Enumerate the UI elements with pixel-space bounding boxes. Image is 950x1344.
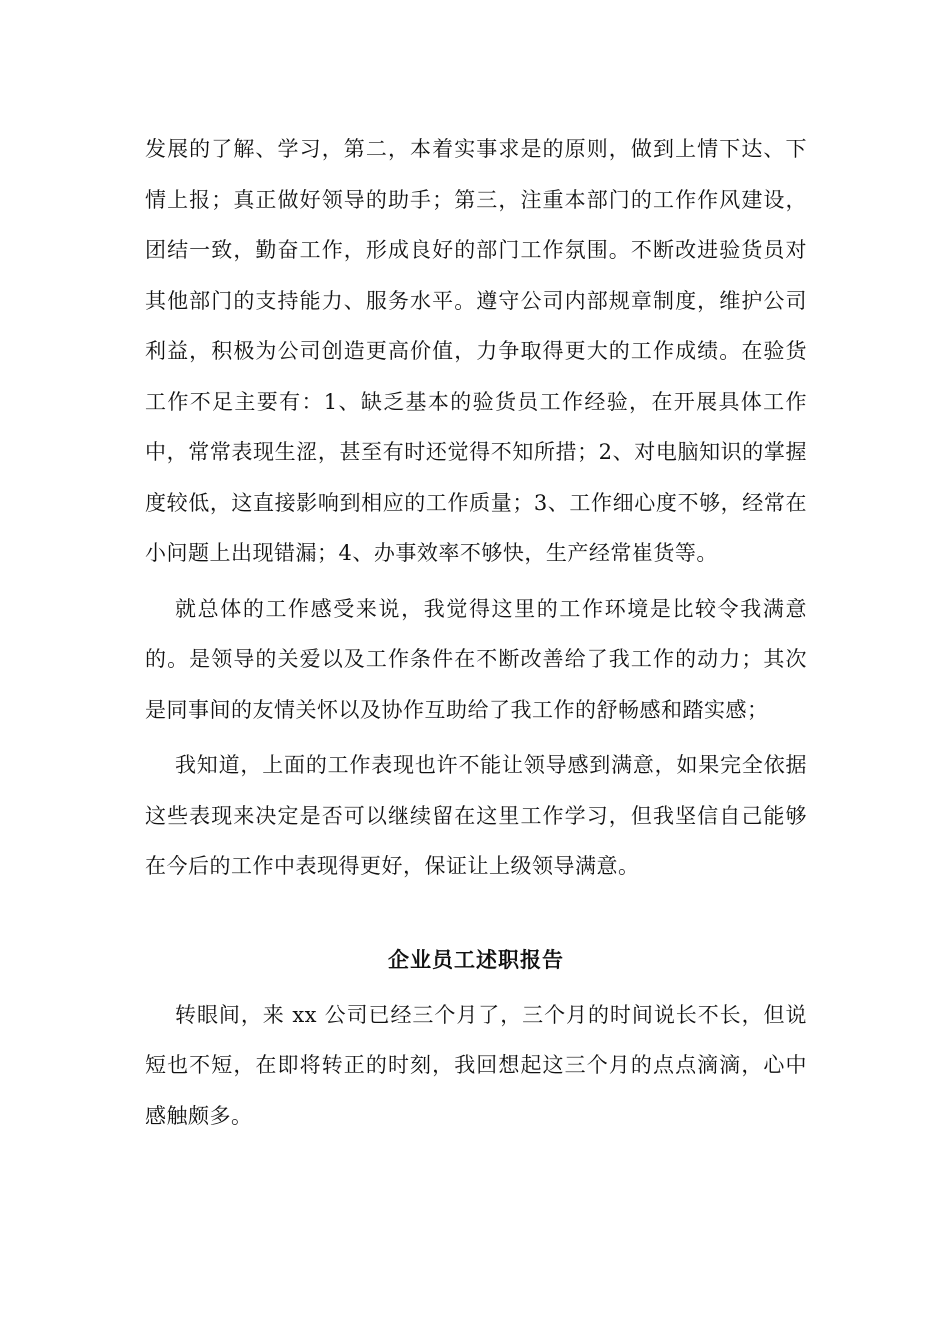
body-paragraph-3: 我知道，上面的工作表现也许不能让领导感到满意，如果完全依据这些表现来决定是否可以继续留在这里工作学习，但我坚信自己能够在今后的工作中表现得更好，保证让上级领导满意。	[145, 753, 807, 878]
document-page	[145, 124, 807, 1141]
section-title: 企业员工述职报告	[388, 946, 564, 972]
body-paragraph-1: 发展的了解、学习，第二，本着实事求是的原则，做到上情下达、下情上报；真正做好领导的助手；第三，注重本部门的工作作风建设，团结一致，勤奋工作，形成良好的部门工作氛围。不断改进验货员对其他部门的支持能力、服务水平。遵守公司内部规章制度，维护公司利益，积极为公司创造更高价值，力争取得更大的工作成绩。在验货工作不足主要有：1、缺乏基本的验货员工作经验，在开展具体工作中，常常表现生涩，甚至有时还觉得不知所措；2、对电脑知识的掌握度较低，这直接影响到相应的工作质量；3、工作细心度不够，经常在小问题上出现错漏；4、办事效率不够快，生产经常崔货等。	[145, 137, 807, 565]
body-paragraph-4: 转眼间，来 xx 公司已经三个月了，三个月的时间说长不长，但说短也不短，在即将转正的时刻，我回想起这三个月的点点滴滴，心中感触颇多。	[145, 1002, 807, 1128]
body-paragraph-2: 就总体的工作感受来说，我觉得这里的工作环境是比较令我满意的。是领导的关爱以及工作条件在不断改善给了我工作的动力；其次是同事间的友情关怀以及协作互助给了我工作的舒畅感和踏实感；	[145, 596, 807, 722]
